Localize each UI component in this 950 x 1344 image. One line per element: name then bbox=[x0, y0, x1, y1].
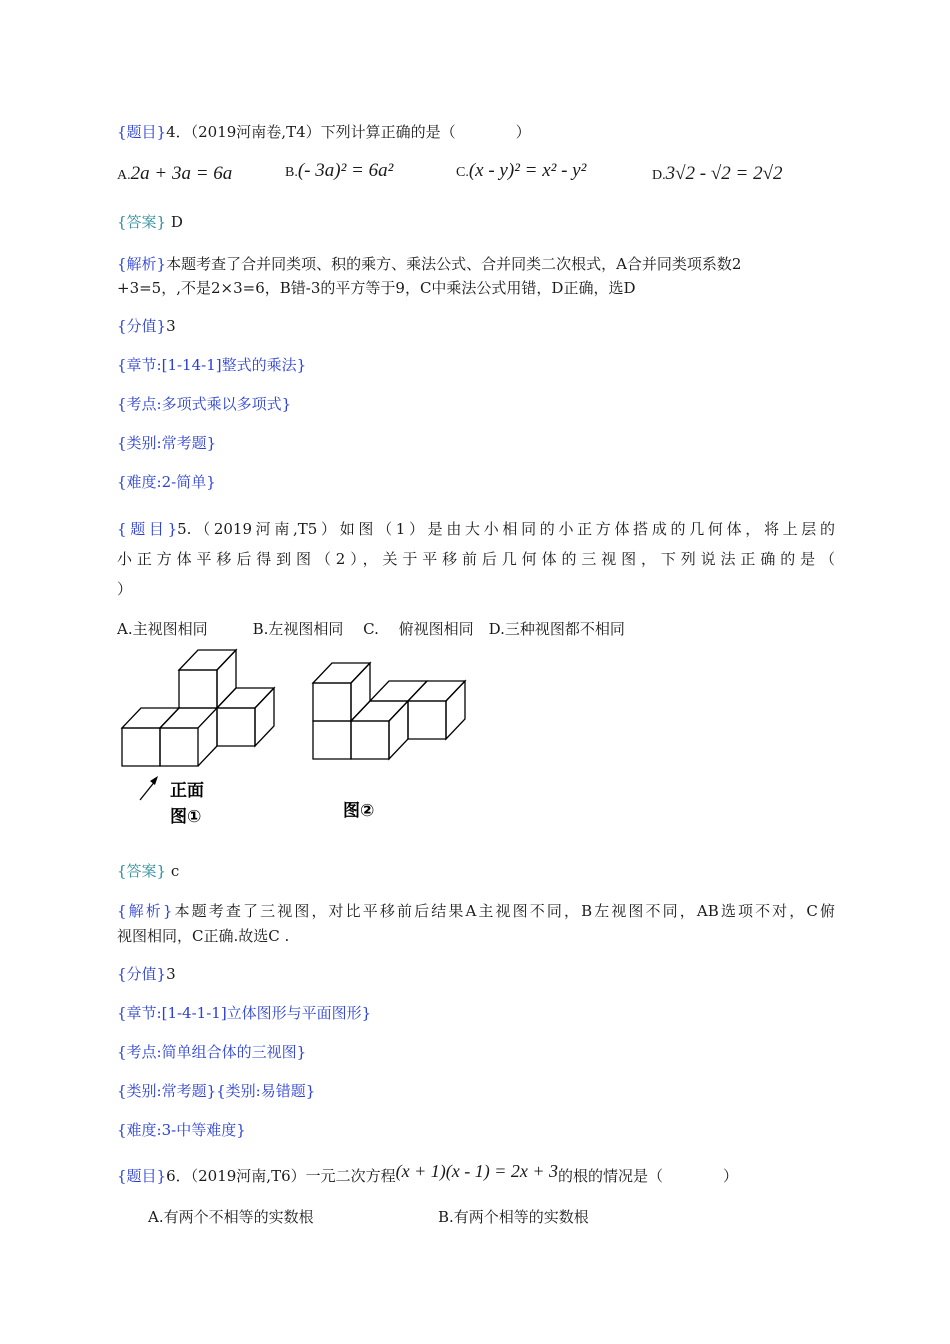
figure-1 bbox=[112, 640, 292, 840]
q5-stem-line1: {题目}5.（2019河南,T5）如图（1）是由大小相同的小正方体搭成的几何体，将上层的 bbox=[117, 520, 835, 538]
q5-analysis-line2: 视图相同，C正确.故选C . bbox=[117, 927, 290, 945]
q5-category: {类别:常考题}{类别:易错题} bbox=[117, 1082, 316, 1100]
q6-equation: (x + 1)(x - 1) = 2x + 3 bbox=[395, 1161, 559, 1181]
q5-analysis-line1: {解析}本题考查了三视图，对比平移前后结果A主视图不同，B左视图不同，AB选项不对，C俯 bbox=[117, 902, 835, 920]
q5-point: {考点:简单组合体的三视图} bbox=[117, 1043, 307, 1061]
q4-score: {分值}3 bbox=[117, 317, 176, 335]
question-stem: 4．（2019河南卷,T4）下列计算正确的是（ ） bbox=[166, 123, 531, 141]
option-expression: 2a + 3a = 6a bbox=[130, 163, 233, 184]
q4-option-d: D.3√2 - √2 = 2√2 bbox=[652, 163, 783, 184]
option-expression: (x - y)² = x² - y² bbox=[468, 160, 587, 181]
q4-option-b: B.(- 3a)² = 6a² bbox=[285, 160, 394, 181]
q4-option-a: A.2a + 3a = 6a bbox=[117, 163, 233, 184]
q4-difficulty: {难度:2-简单} bbox=[117, 473, 216, 491]
q4-chapter: {章节:[1-14-1]整式的乘法} bbox=[117, 356, 307, 374]
q4-category: {类别:常考题} bbox=[117, 434, 217, 452]
q4-analysis-line2: +3=5，,不是2×3=6，B错-3的平方等于9，C中乘法公式用错，D正确，选D bbox=[117, 279, 636, 297]
figure-1-label: 图① bbox=[170, 807, 202, 827]
q6-stem: {题目}6．（2019河南,T6）一元二次方程(x + 1)(x - 1) = 2x + 3的根的情况是（ ） bbox=[117, 1161, 739, 1185]
front-label: 正面 bbox=[170, 781, 204, 801]
q5-chapter: {章节:[1-4-1-1]立体图形与平面图形} bbox=[117, 1004, 372, 1022]
q4-stem-line bbox=[117, 121, 531, 143]
q5-score: {分值}3 bbox=[117, 965, 176, 983]
question-tag: {题目} bbox=[117, 123, 167, 141]
q5-answer: {答案} c bbox=[117, 862, 180, 880]
q6-option-b: B.有两个相等的实数根 bbox=[438, 1208, 589, 1226]
q4-analysis-line1: {解析}本题考查了合并同类项、积的乘方、乘法公式、合并同类二次根式，A合并同类项系数2 bbox=[117, 255, 742, 273]
q4-point: {考点:多项式乘以多项式} bbox=[117, 395, 292, 413]
q6-option-a: A.有两个不相等的实数根 bbox=[148, 1208, 314, 1226]
q4-option-c: C.(x - y)² = x² - y² bbox=[456, 160, 587, 181]
option-expression: (- 3a)² = 6a² bbox=[297, 160, 394, 181]
figure-2 bbox=[305, 650, 485, 830]
q5-stem-line2: 小正方体平移后得到图（2），关于平移前后几何体的三视图，下列说法正确的是（ bbox=[117, 550, 835, 568]
q5-options: A.主视图相同 B.左视图相同 C. 俯视图相同 D.三种视图都不相同 bbox=[117, 620, 625, 638]
figure-2-label: 图② bbox=[343, 801, 375, 821]
option-expression: 3√2 - √2 = 2√2 bbox=[665, 163, 783, 184]
q5-difficulty: {难度:3-中等难度} bbox=[117, 1121, 246, 1139]
q5-stem-line3: ） bbox=[117, 580, 133, 598]
q4-answer: {答案} D bbox=[117, 213, 183, 231]
